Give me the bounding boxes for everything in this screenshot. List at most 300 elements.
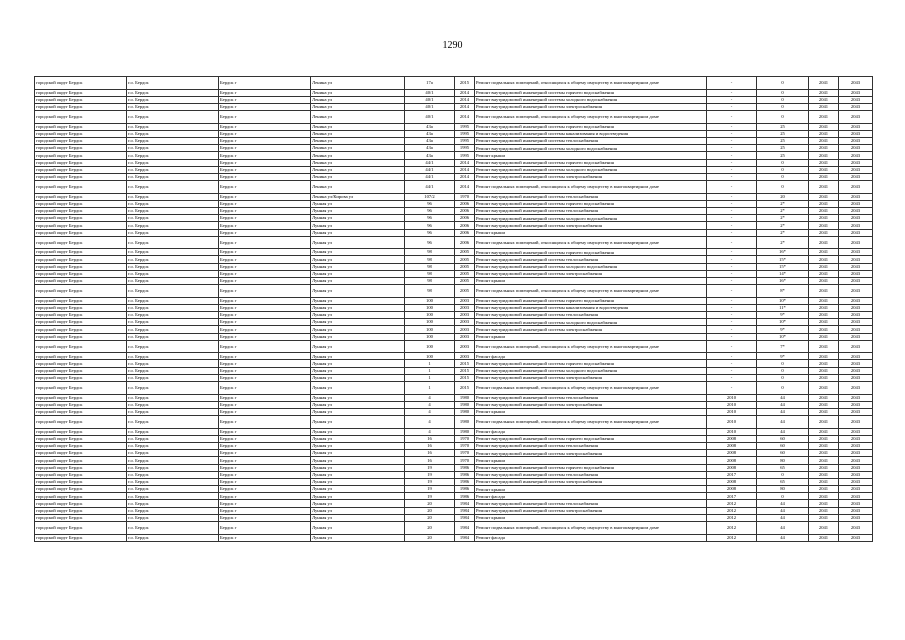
cell-street: Лунная ул <box>311 428 405 435</box>
cell-district: городской округ Бердск <box>35 297 127 304</box>
cell-period-to: 2043 <box>839 256 873 263</box>
cell-district: городской округ Бердск <box>35 263 127 270</box>
cell-locality: г.о. Бердск <box>127 152 219 159</box>
cell-city: Бердск г <box>219 123 311 130</box>
cell-house: 19 <box>405 471 455 478</box>
cell-build-year: 1980 <box>455 428 475 435</box>
cell-build-year: 1984 <box>455 522 475 535</box>
cell-work-type: Ремонт подвальных помещений, относящихся к общему имуществу в многоквартирном доме <box>475 77 707 90</box>
cell-street: Лунная ул <box>311 464 405 471</box>
cell-locality: г.о. Бердск <box>127 416 219 429</box>
cell-wear-percent: 60 <box>757 435 809 442</box>
cell-work-type: Ремонт крыши <box>475 486 707 493</box>
cell-last-repair-year: - <box>707 111 757 124</box>
cell-build-year: 2015 <box>455 382 475 395</box>
cell-wear-percent: 2* <box>757 229 809 236</box>
cell-district: городской округ Бердск <box>35 256 127 263</box>
cell-period-from: 2041 <box>809 229 839 236</box>
cell-district: городской округ Бердск <box>35 435 127 442</box>
cell-house: 100 <box>405 297 455 304</box>
cell-district: городской округ Бердск <box>35 367 127 374</box>
cell-district: городской округ Бердск <box>35 353 127 360</box>
cell-locality: г.о. Бердск <box>127 173 219 180</box>
cell-wear-percent: 0 <box>757 111 809 124</box>
cell-period-to: 2043 <box>839 500 873 507</box>
cell-build-year: 2006 <box>455 236 475 249</box>
cell-locality: г.о. Бердск <box>127 442 219 449</box>
cell-build-year: 1995 <box>455 123 475 130</box>
cell-locality: г.о. Бердск <box>127 478 219 485</box>
cell-street: Ленина ул <box>311 103 405 110</box>
cell-house: 20 <box>405 534 455 541</box>
cell-build-year: 1986 <box>455 493 475 500</box>
cell-period-to: 2043 <box>839 215 873 222</box>
cell-district: городской округ Бердск <box>35 270 127 277</box>
cell-district: городской округ Бердск <box>35 103 127 110</box>
cell-last-repair-year: - <box>707 166 757 173</box>
table-row <box>35 374 873 381</box>
cell-wear-percent: 15* <box>757 256 809 263</box>
cell-street: Лунная ул <box>311 416 405 429</box>
cell-district: городской округ Бердск <box>35 450 127 457</box>
table-row <box>35 493 873 500</box>
cell-build-year: 2003 <box>455 304 475 311</box>
cell-street: Ленина ул <box>311 130 405 137</box>
cell-city: Бердск г <box>219 374 311 381</box>
cell-build-year: 1970 <box>455 193 475 200</box>
cell-last-repair-year: - <box>707 270 757 277</box>
cell-district: городской округ Бердск <box>35 442 127 449</box>
cell-period-to: 2043 <box>839 457 873 464</box>
cell-district: городской округ Бердск <box>35 152 127 159</box>
cell-wear-percent: 0 <box>757 367 809 374</box>
cell-build-year: 2015 <box>455 374 475 381</box>
cell-house: 19 <box>405 486 455 493</box>
cell-period-from: 2041 <box>809 416 839 429</box>
cell-period-to: 2043 <box>839 522 873 535</box>
cell-work-type: Ремонт внутридомовой инженерной системы теплоснабжения <box>475 137 707 144</box>
cell-wear-percent: 20 <box>757 193 809 200</box>
cell-street: Лунная ул <box>311 304 405 311</box>
cell-district: городской округ Бердск <box>35 360 127 367</box>
cell-house: 43а <box>405 123 455 130</box>
table-row <box>35 353 873 360</box>
cell-period-to: 2043 <box>839 464 873 471</box>
table-row <box>35 442 873 449</box>
cell-last-repair-year: - <box>707 277 757 284</box>
cell-work-type: Ремонт внутридомовой инженерной системы холодного водоснабжения <box>475 96 707 103</box>
cell-work-type: Ремонт внутридомовой инженерной системы горячего водоснабжения <box>475 123 707 130</box>
cell-period-from: 2041 <box>809 200 839 207</box>
cell-district: городской округ Бердск <box>35 96 127 103</box>
cell-street: Лунная ул <box>311 374 405 381</box>
cell-period-to: 2043 <box>839 326 873 333</box>
cell-period-from: 2041 <box>809 263 839 270</box>
cell-period-to: 2043 <box>839 285 873 298</box>
cell-house: 16 <box>405 457 455 464</box>
cell-district: городской округ Бердск <box>35 173 127 180</box>
cell-period-from: 2041 <box>809 360 839 367</box>
cell-period-to: 2043 <box>839 394 873 401</box>
cell-build-year: 2014 <box>455 103 475 110</box>
cell-city: Бердск г <box>219 256 311 263</box>
cell-wear-percent: 2* <box>757 200 809 207</box>
cell-house: 16 <box>405 435 455 442</box>
cell-build-year: 2015 <box>455 367 475 374</box>
cell-house: 44/1 <box>405 173 455 180</box>
cell-house: 100 <box>405 340 455 353</box>
cell-period-to: 2043 <box>839 471 873 478</box>
cell-period-to: 2043 <box>839 130 873 137</box>
cell-district: городской округ Бердск <box>35 333 127 340</box>
cell-house: 43а <box>405 152 455 159</box>
table-row <box>35 166 873 173</box>
cell-locality: г.о. Бердск <box>127 486 219 493</box>
cell-period-to: 2043 <box>839 312 873 319</box>
table-row <box>35 486 873 493</box>
cell-build-year: 2015 <box>455 77 475 90</box>
cell-city: Бердск г <box>219 442 311 449</box>
cell-locality: г.о. Бердск <box>127 514 219 521</box>
cell-period-from: 2041 <box>809 514 839 521</box>
cell-period-from: 2041 <box>809 319 839 326</box>
cell-district: городской округ Бердск <box>35 222 127 229</box>
cell-period-from: 2041 <box>809 77 839 90</box>
cell-last-repair-year: - <box>707 333 757 340</box>
cell-house: 100 <box>405 312 455 319</box>
cell-period-from: 2041 <box>809 256 839 263</box>
cell-period-from: 2041 <box>809 367 839 374</box>
cell-city: Бердск г <box>219 193 311 200</box>
cell-period-to: 2043 <box>839 152 873 159</box>
table-row <box>35 435 873 442</box>
capital-repair-register-table <box>34 76 873 542</box>
cell-house: 20 <box>405 514 455 521</box>
cell-period-from: 2041 <box>809 166 839 173</box>
cell-build-year: 1970 <box>455 435 475 442</box>
cell-work-type: Ремонт подвальных помещений, относящихся к общему имуществу в многоквартирном доме <box>475 285 707 298</box>
cell-district: городской округ Бердск <box>35 534 127 541</box>
cell-period-from: 2041 <box>809 464 839 471</box>
cell-locality: г.о. Бердск <box>127 123 219 130</box>
cell-city: Бердск г <box>219 277 311 284</box>
cell-street: Лунная ул <box>311 270 405 277</box>
cell-build-year: 2014 <box>455 181 475 194</box>
cell-city: Бердск г <box>219 304 311 311</box>
table-row <box>35 507 873 514</box>
cell-last-repair-year: 2010 <box>707 394 757 401</box>
cell-build-year: 1970 <box>455 450 475 457</box>
cell-locality: г.о. Бердск <box>127 312 219 319</box>
cell-wear-percent: 0 <box>757 374 809 381</box>
cell-district: городской округ Бердск <box>35 319 127 326</box>
cell-period-from: 2041 <box>809 215 839 222</box>
cell-locality: г.о. Бердск <box>127 374 219 381</box>
cell-period-from: 2041 <box>809 522 839 535</box>
cell-district: городской округ Бердск <box>35 215 127 222</box>
table-row <box>35 340 873 353</box>
cell-build-year: 1986 <box>455 464 475 471</box>
cell-house: 4 <box>405 408 455 415</box>
cell-house: 98 <box>405 285 455 298</box>
cell-city: Бердск г <box>219 166 311 173</box>
table-row <box>35 152 873 159</box>
cell-locality: г.о. Бердск <box>127 207 219 214</box>
table-row <box>35 222 873 229</box>
cell-work-type: Ремонт внутридомовой инженерной системы канализования и водоотведения <box>475 304 707 311</box>
cell-house: 40/1 <box>405 96 455 103</box>
cell-period-from: 2041 <box>809 270 839 277</box>
cell-city: Бердск г <box>219 382 311 395</box>
cell-district: городской округ Бердск <box>35 193 127 200</box>
cell-period-to: 2043 <box>839 486 873 493</box>
cell-build-year: 2006 <box>455 222 475 229</box>
table-row <box>35 304 873 311</box>
cell-period-from: 2041 <box>809 236 839 249</box>
cell-build-year: 2005 <box>455 249 475 256</box>
cell-work-type: Ремонт внутридомовой инженерной системы теплоснабжения <box>475 500 707 507</box>
cell-period-from: 2041 <box>809 471 839 478</box>
table-row <box>35 326 873 333</box>
cell-period-from: 2041 <box>809 193 839 200</box>
cell-period-to: 2043 <box>839 333 873 340</box>
cell-period-to: 2043 <box>839 401 873 408</box>
cell-district: городской округ Бердск <box>35 236 127 249</box>
cell-work-type: Ремонт подвальных помещений, относящихся к общему имуществу в многоквартирном доме <box>475 522 707 535</box>
cell-street: Лунная ул <box>311 408 405 415</box>
cell-last-repair-year: - <box>707 360 757 367</box>
cell-period-from: 2041 <box>809 111 839 124</box>
cell-city: Бердск г <box>219 103 311 110</box>
cell-work-type: Ремонт подвальных помещений, относящихся к общему имуществу в многоквартирном доме <box>475 340 707 353</box>
cell-period-from: 2041 <box>809 507 839 514</box>
cell-work-type: Ремонт внутридомовой инженерной системы холодного водоснабжения <box>475 319 707 326</box>
cell-locality: г.о. Бердск <box>127 493 219 500</box>
cell-locality: г.о. Бердск <box>127 103 219 110</box>
cell-street: Лунная ул <box>311 285 405 298</box>
cell-locality: г.о. Бердск <box>127 507 219 514</box>
cell-build-year: 1984 <box>455 534 475 541</box>
cell-district: городской округ Бердск <box>35 137 127 144</box>
cell-period-to: 2043 <box>839 200 873 207</box>
cell-last-repair-year: 2008 <box>707 457 757 464</box>
cell-locality: г.о. Бердск <box>127 249 219 256</box>
register-table-body <box>35 77 873 542</box>
cell-city: Бердск г <box>219 353 311 360</box>
cell-build-year: 1970 <box>455 442 475 449</box>
cell-street: Лунная ул <box>311 319 405 326</box>
table-row <box>35 236 873 249</box>
cell-locality: г.о. Бердск <box>127 77 219 90</box>
cell-last-repair-year: - <box>707 340 757 353</box>
table-row <box>35 249 873 256</box>
table-row <box>35 450 873 457</box>
table-row <box>35 500 873 507</box>
cell-wear-percent: 0 <box>757 96 809 103</box>
cell-city: Бердск г <box>219 464 311 471</box>
cell-last-repair-year: - <box>707 236 757 249</box>
cell-last-repair-year: - <box>707 200 757 207</box>
cell-period-to: 2043 <box>839 297 873 304</box>
cell-period-from: 2041 <box>809 500 839 507</box>
cell-house: 100 <box>405 326 455 333</box>
cell-wear-percent: 0 <box>757 493 809 500</box>
cell-period-from: 2041 <box>809 478 839 485</box>
cell-district: городской округ Бердск <box>35 159 127 166</box>
cell-period-from: 2041 <box>809 408 839 415</box>
cell-wear-percent: 60 <box>757 450 809 457</box>
cell-house: 4 <box>405 394 455 401</box>
table-row <box>35 123 873 130</box>
cell-city: Бердск г <box>219 159 311 166</box>
cell-wear-percent: 2* <box>757 236 809 249</box>
cell-period-from: 2041 <box>809 442 839 449</box>
cell-house: 100 <box>405 319 455 326</box>
cell-street: Лунная ул <box>311 215 405 222</box>
cell-last-repair-year: - <box>707 312 757 319</box>
cell-build-year: 1995 <box>455 152 475 159</box>
cell-wear-percent: 16* <box>757 277 809 284</box>
cell-wear-percent: 10* <box>757 333 809 340</box>
cell-district: городской округ Бердск <box>35 326 127 333</box>
cell-work-type: Ремонт внутридомовой инженерной системы электроснабжения <box>475 450 707 457</box>
cell-district: городской округ Бердск <box>35 229 127 236</box>
cell-house: 107/2 <box>405 193 455 200</box>
cell-period-to: 2043 <box>839 514 873 521</box>
cell-build-year: 1984 <box>455 514 475 521</box>
cell-period-from: 2041 <box>809 137 839 144</box>
cell-work-type: Ремонт крыши <box>475 229 707 236</box>
cell-work-type: Ремонт внутридомовой инженерной системы электроснабжения <box>475 401 707 408</box>
cell-district: городской округ Бердск <box>35 312 127 319</box>
cell-city: Бердск г <box>219 236 311 249</box>
cell-city: Бердск г <box>219 478 311 485</box>
cell-city: Бердск г <box>219 77 311 90</box>
cell-period-from: 2041 <box>809 428 839 435</box>
cell-city: Бердск г <box>219 408 311 415</box>
table-row <box>35 401 873 408</box>
cell-period-to: 2043 <box>839 222 873 229</box>
cell-city: Бердск г <box>219 96 311 103</box>
table-row <box>35 416 873 429</box>
cell-work-type: Ремонт внутридомовой инженерной системы горячего водоснабжения <box>475 464 707 471</box>
cell-house: 20 <box>405 522 455 535</box>
cell-last-repair-year: 2010 <box>707 408 757 415</box>
cell-district: городской округ Бердск <box>35 200 127 207</box>
table-row <box>35 193 873 200</box>
cell-house: 20 <box>405 500 455 507</box>
cell-city: Бердск г <box>219 263 311 270</box>
cell-city: Бердск г <box>219 367 311 374</box>
cell-period-from: 2041 <box>809 173 839 180</box>
cell-district: городской округ Бердск <box>35 123 127 130</box>
cell-city: Бердск г <box>219 297 311 304</box>
cell-build-year: 2005 <box>455 285 475 298</box>
cell-last-repair-year: 2010 <box>707 428 757 435</box>
cell-build-year: 2005 <box>455 263 475 270</box>
cell-period-from: 2041 <box>809 249 839 256</box>
cell-period-from: 2041 <box>809 333 839 340</box>
cell-city: Бердск г <box>219 229 311 236</box>
cell-build-year: 2006 <box>455 215 475 222</box>
cell-city: Бердск г <box>219 401 311 408</box>
cell-work-type: Ремонт внутридомовой инженерной системы горячего водоснабжения <box>475 249 707 256</box>
cell-last-repair-year: - <box>707 130 757 137</box>
cell-period-from: 2041 <box>809 394 839 401</box>
cell-last-repair-year: - <box>707 367 757 374</box>
table-row <box>35 428 873 435</box>
cell-street: Лунная ул <box>311 333 405 340</box>
cell-work-type: Ремонт внутридомовой инженерной системы горячего водоснабжения <box>475 89 707 96</box>
table-row <box>35 270 873 277</box>
cell-locality: г.о. Бердск <box>127 534 219 541</box>
cell-city: Бердск г <box>219 416 311 429</box>
cell-house: 98 <box>405 270 455 277</box>
cell-work-type: Ремонт внутридомовой инженерной системы электроснабжения <box>475 326 707 333</box>
cell-last-repair-year: - <box>707 326 757 333</box>
cell-last-repair-year: 2017 <box>707 493 757 500</box>
cell-work-type: Ремонт крыши <box>475 408 707 415</box>
cell-period-from: 2041 <box>809 297 839 304</box>
cell-district: городской округ Бердск <box>35 408 127 415</box>
cell-city: Бердск г <box>219 493 311 500</box>
cell-work-type: Ремонт крыши <box>475 277 707 284</box>
cell-period-to: 2043 <box>839 145 873 152</box>
cell-locality: г.о. Бердск <box>127 222 219 229</box>
cell-street: Лунная ул <box>311 394 405 401</box>
cell-work-type: Ремонт внутридомовой инженерной системы горячего водоснабжения <box>475 435 707 442</box>
cell-street: Лунная ул <box>311 435 405 442</box>
cell-last-repair-year: - <box>707 353 757 360</box>
cell-street: Лунная ул <box>311 200 405 207</box>
cell-wear-percent: 2* <box>757 222 809 229</box>
cell-city: Бердск г <box>219 270 311 277</box>
table-row <box>35 207 873 214</box>
cell-street: Лунная ул <box>311 236 405 249</box>
cell-city: Бердск г <box>219 534 311 541</box>
cell-house: 43а <box>405 130 455 137</box>
cell-last-repair-year: - <box>707 319 757 326</box>
cell-work-type: Ремонт внутридомовой инженерной системы теплоснабжения <box>475 207 707 214</box>
table-row <box>35 263 873 270</box>
cell-house: 1 <box>405 360 455 367</box>
cell-period-from: 2041 <box>809 534 839 541</box>
cell-house: 19 <box>405 478 455 485</box>
cell-build-year: 2014 <box>455 89 475 96</box>
cell-period-to: 2043 <box>839 319 873 326</box>
cell-work-type: Ремонт внутридомовой инженерной системы холодного водоснабжения <box>475 145 707 152</box>
cell-last-repair-year: 2012 <box>707 514 757 521</box>
cell-period-to: 2043 <box>839 478 873 485</box>
cell-wear-percent: 25 <box>757 137 809 144</box>
cell-locality: г.о. Бердск <box>127 145 219 152</box>
cell-city: Бердск г <box>219 507 311 514</box>
cell-wear-percent: 44 <box>757 534 809 541</box>
cell-locality: г.о. Бердск <box>127 89 219 96</box>
table-row <box>35 181 873 194</box>
table-row <box>35 471 873 478</box>
cell-wear-percent: 10* <box>757 319 809 326</box>
cell-period-to: 2043 <box>839 277 873 284</box>
cell-last-repair-year: - <box>707 137 757 144</box>
table-row <box>35 130 873 137</box>
cell-city: Бердск г <box>219 249 311 256</box>
cell-city: Бердск г <box>219 312 311 319</box>
cell-street: Ленина ул <box>311 123 405 130</box>
cell-last-repair-year: - <box>707 285 757 298</box>
cell-wear-percent: 2* <box>757 207 809 214</box>
cell-period-from: 2041 <box>809 222 839 229</box>
